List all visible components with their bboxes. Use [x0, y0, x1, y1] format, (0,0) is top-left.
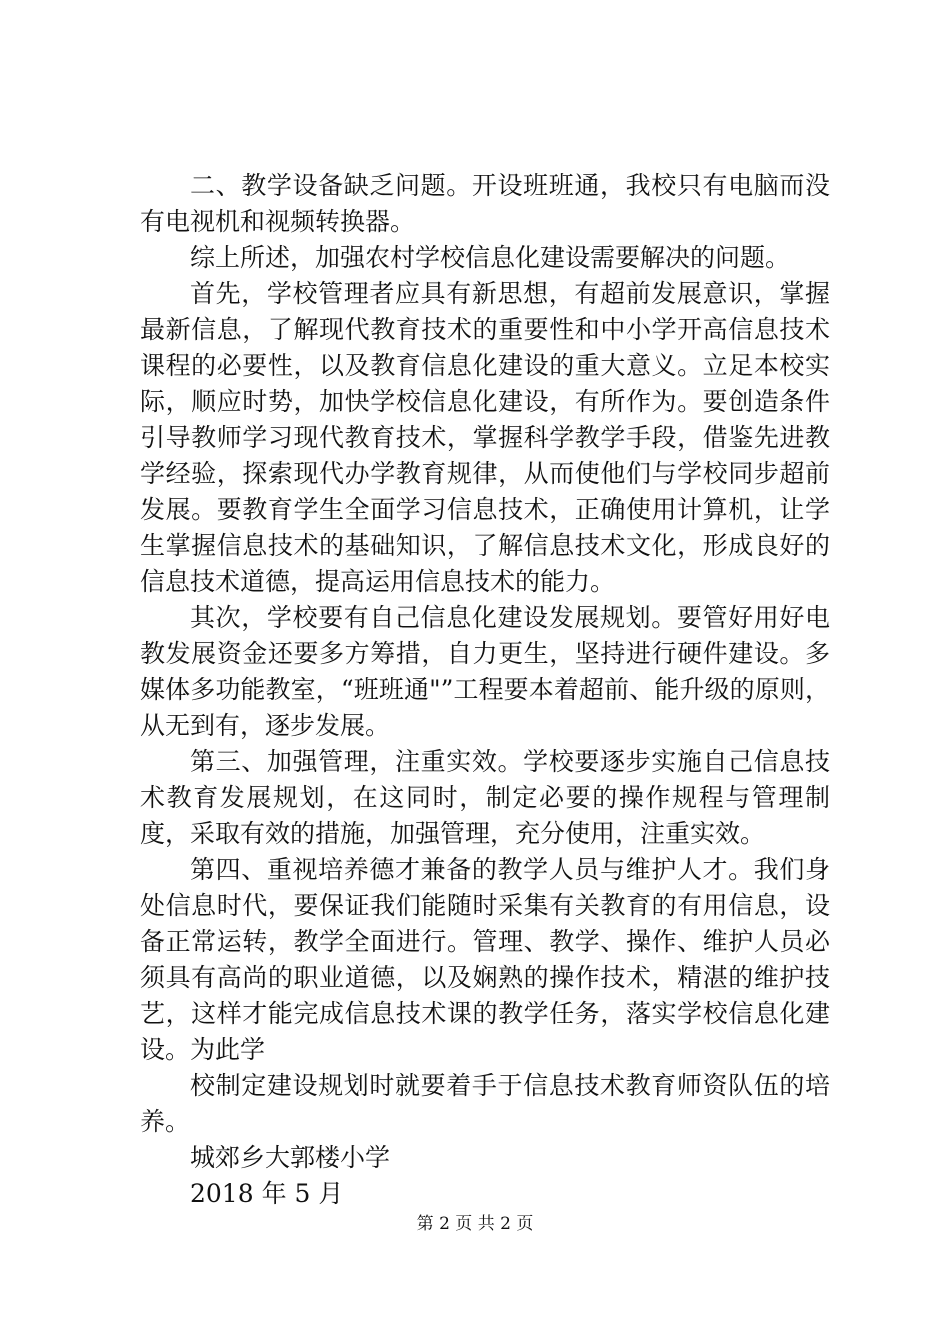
page-number: 第 2 页 共 2 页 — [416, 1214, 534, 1234]
paragraph-continuation: 校制定建设规划时就要着手于信息技术教育师资队伍的培养。 — [140, 1071, 830, 1136]
paragraph-second-point: 其次，学校要有自己信息化建设发展规划。要管好用好电教发展资金还要多方筹措，自力更生，坚持进行硬件建设。多媒体多功能教室，“班班通"”工程要本着超前、能升级的原则，从无到有，逐步发展。 — [140, 603, 830, 740]
paragraph-summary: 综上所述，加强农村学校信息化建设需要解决的问题。 — [190, 243, 791, 272]
document-body — [140, 168, 830, 1212]
paragraph-fourth-point: 第四、重视培养德才兼备的教学人员与维护人才。我们身处信息时代，要保证我们能随时采集有关教育的有用信息，设备正常运转，教学全面进行。管理、教学、操作、维护人员必须具有高尚的职业道德，以及娴熟的操作技术，精湛的维护技艺，这样才能完成信息技术课的教学任务，落实学校信息化建设。为此学 — [140, 855, 830, 1064]
signature-date: 2018 年 5 月 — [190, 1179, 344, 1208]
paragraph-first-point: 首先，学校管理者应具有新思想，有超前发展意识，掌握最新信息，了解现代教育技术的重要性和中小学开高信息技术课程的必要性，以及教育信息化建设的重大意义。立足本校实际，顺应时势，加快学校信息化建设，有所作为。要创造条件引导教师学习现代教育技术，掌握科学教学手段，借鉴先进教学经验，探索现代办学教育规律，从而使他们与学校同步超前发展。要教育学生全面学习信息技术，正确使用计算机，让学生掌握信息技术的基础知识，了解信息技术文化，形成良好的信息技术道德，提高运用信息技术的能力。 — [140, 279, 830, 596]
paragraph-third-point: 第三、加强管理，注重实效。学校要逐步实施自己信息技术教育发展规划，在这同时，制定必要的操作规程与管理制度，采取有效的措施，加强管理，充分使用，注重实效。 — [140, 747, 830, 848]
signature-school: 城郊乡大郭楼小学 — [190, 1143, 391, 1172]
page-footer — [0, 1212, 950, 1236]
paragraph-equipment-shortage: 二、教学设备缺乏问题。开设班班通，我校只有电脑而没有电视机和视频转换器。 — [140, 171, 830, 236]
